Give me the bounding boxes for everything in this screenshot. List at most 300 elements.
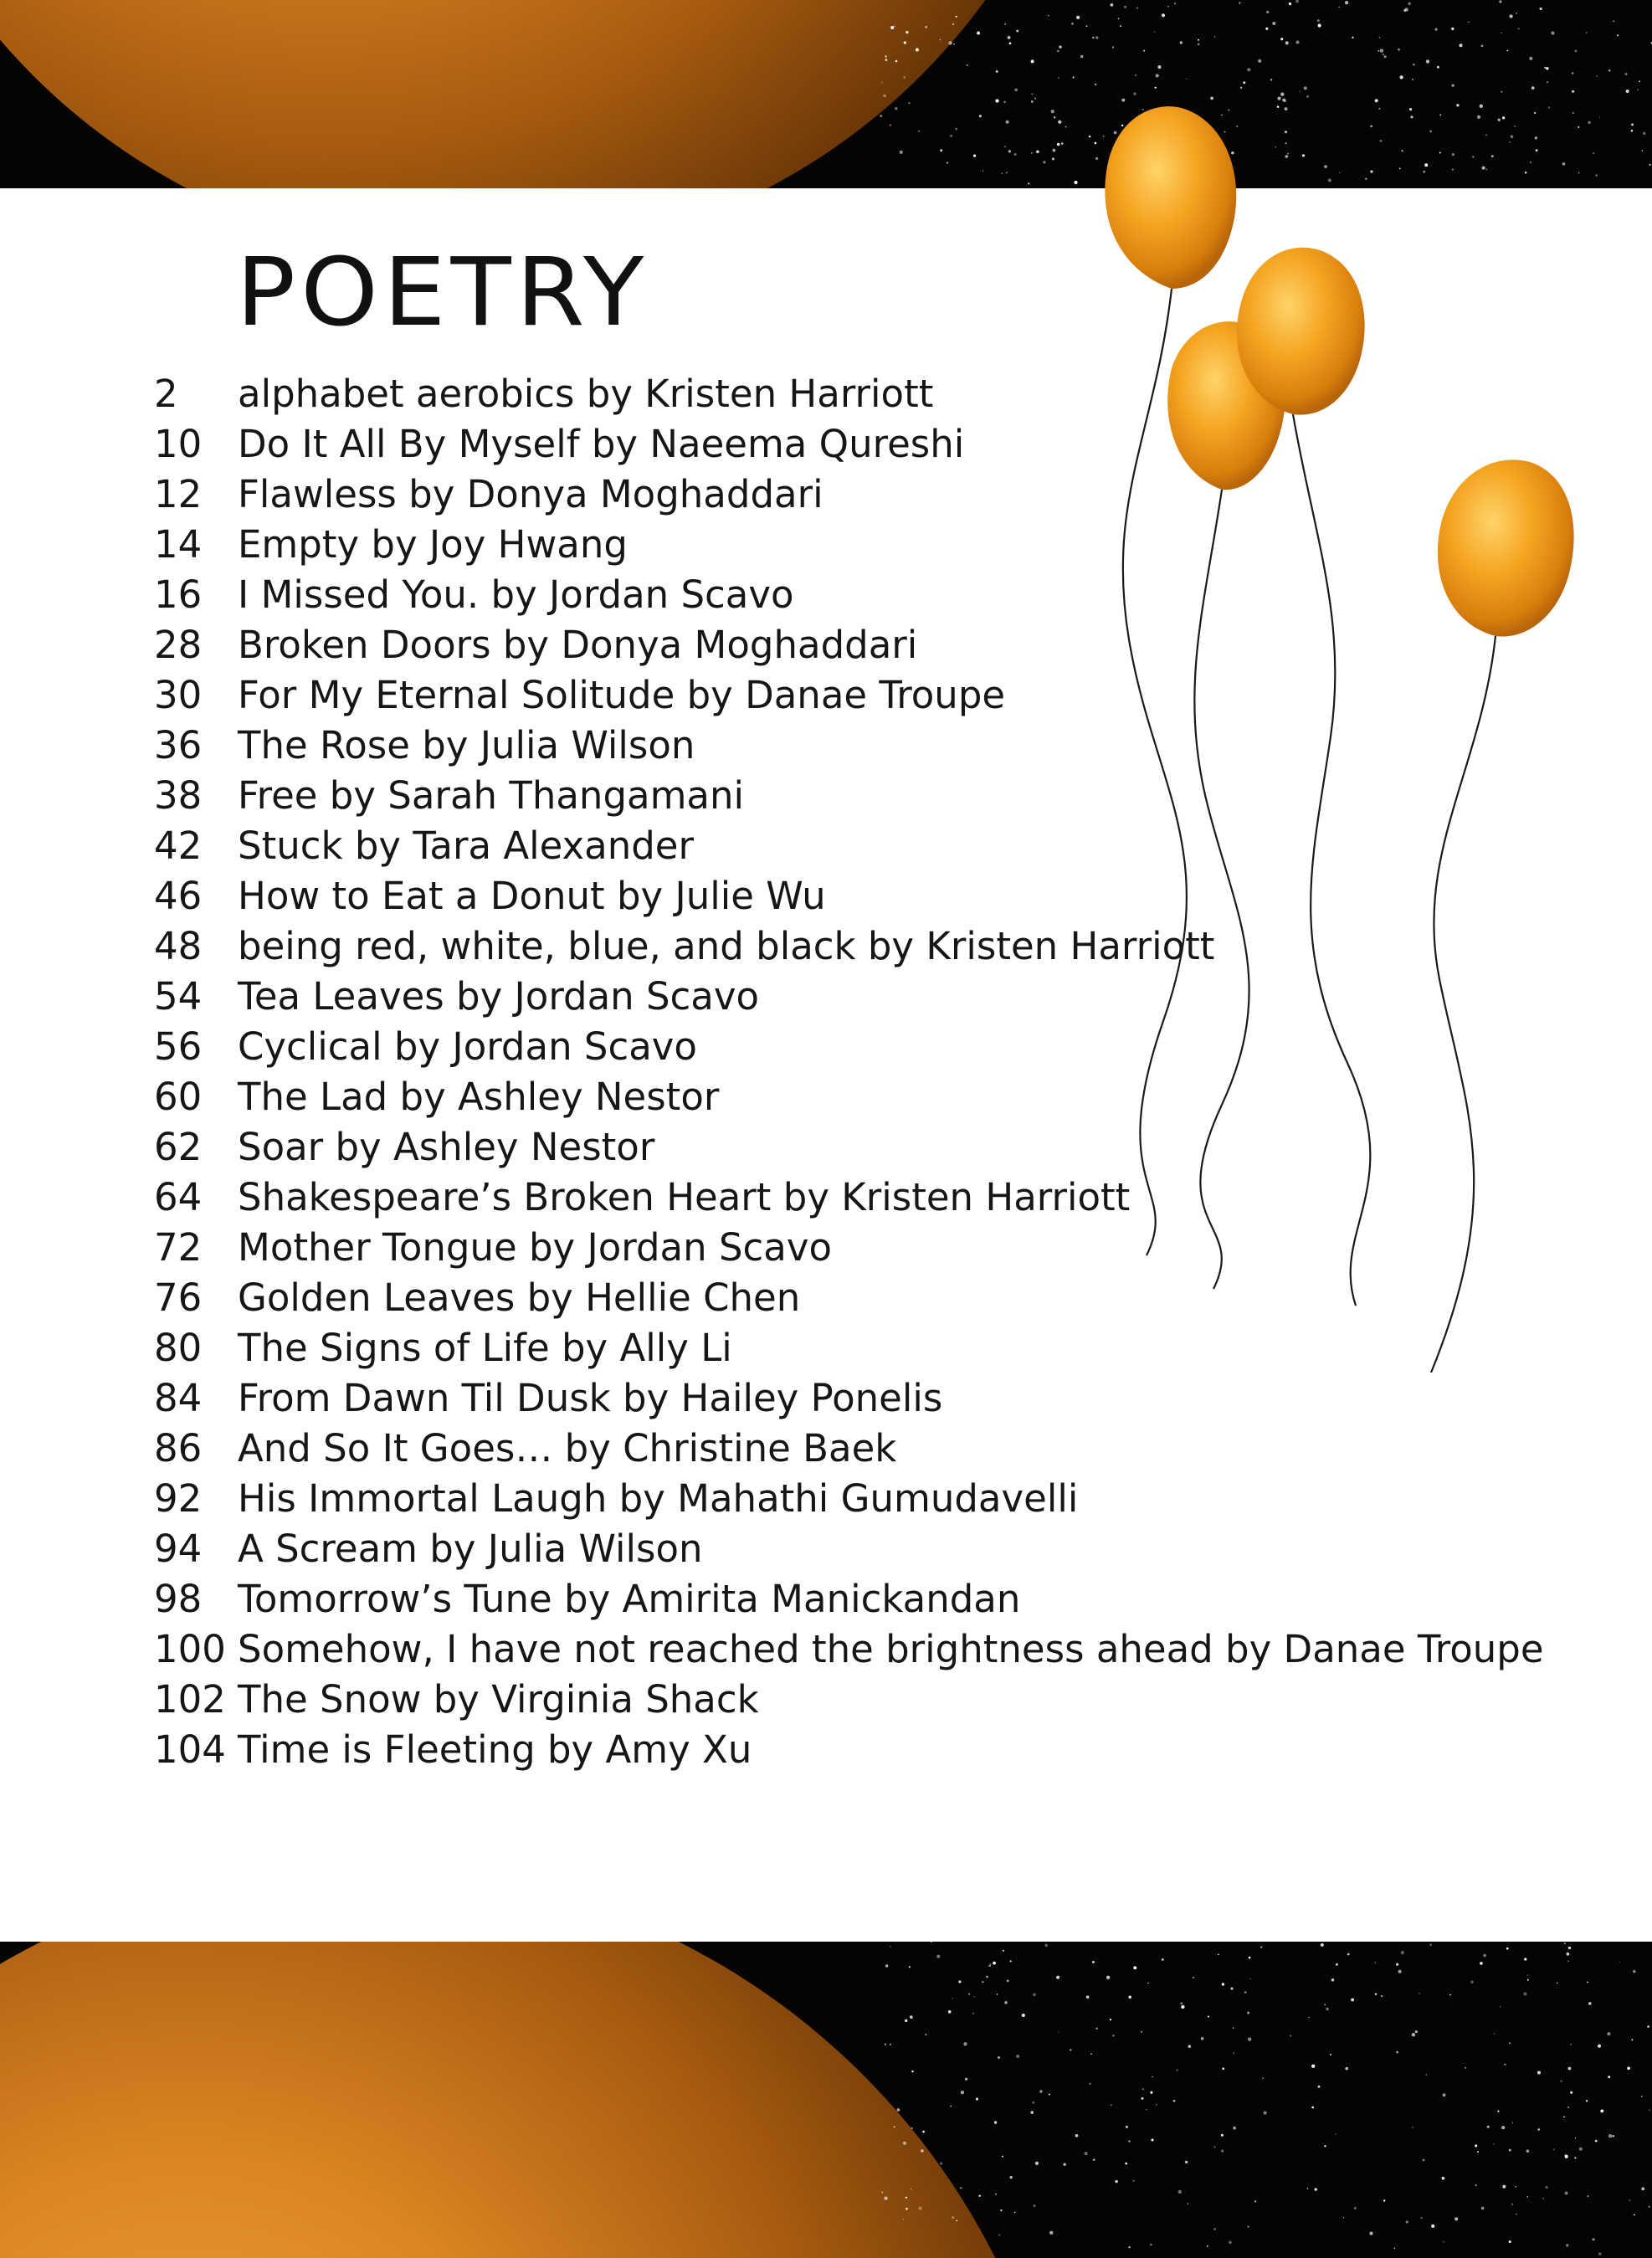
star [997, 1994, 998, 1995]
star [1035, 2162, 1039, 2165]
star [1173, 2100, 1176, 2102]
star [1626, 90, 1629, 93]
star [1154, 32, 1155, 33]
star [1579, 2148, 1583, 2151]
toc-entry [154, 1523, 1544, 1573]
star [1043, 161, 1045, 163]
star [1156, 2104, 1157, 2106]
star [977, 32, 980, 35]
star [1004, 23, 1006, 25]
star [1086, 25, 1088, 27]
star [1586, 32, 1588, 33]
star [1304, 86, 1307, 90]
star [1572, 90, 1574, 93]
star [1002, 2156, 1003, 2158]
star [1597, 75, 1598, 76]
star [1544, 67, 1546, 69]
star [1125, 2163, 1127, 2165]
star [948, 2010, 952, 2014]
star [1016, 30, 1018, 33]
star [1509, 2240, 1511, 2243]
star [890, 1946, 891, 1948]
star [1637, 89, 1639, 90]
star [940, 149, 942, 151]
star [1142, 2088, 1144, 2090]
toc-page-number: 46 [154, 873, 203, 918]
star [1326, 2008, 1329, 2010]
star [1537, 2128, 1540, 2131]
star [1347, 1953, 1350, 1956]
toc-page-number: 86 [154, 1425, 203, 1470]
star [1058, 121, 1061, 124]
star [900, 151, 903, 154]
star [1375, 1993, 1378, 1995]
star [884, 2196, 887, 2199]
star [885, 56, 886, 58]
balloon [1105, 106, 1236, 289]
star [963, 2042, 967, 2045]
toc-page-number: 54 [154, 973, 203, 1019]
star [1426, 2074, 1428, 2076]
star [1221, 2134, 1224, 2137]
star [1641, 2187, 1644, 2190]
star [1052, 157, 1054, 160]
star [988, 1964, 991, 1967]
toc-page-number: 72 [154, 1224, 203, 1270]
star [950, 2106, 952, 2107]
star [952, 2216, 954, 2219]
star [1295, 40, 1299, 44]
star [1617, 34, 1619, 36]
star [1061, 142, 1063, 144]
star [1429, 1943, 1432, 1946]
star [1398, 49, 1400, 51]
star [1006, 172, 1008, 173]
star [1233, 2052, 1234, 2054]
star [982, 1981, 983, 1983]
star [1080, 55, 1083, 58]
star [1058, 2031, 1059, 2032]
star [1280, 38, 1283, 40]
star [1515, 2186, 1516, 2188]
star [950, 135, 952, 137]
star [1207, 2245, 1208, 2247]
star [1449, 1994, 1451, 1996]
toc-entry [154, 1423, 1544, 1473]
starfield [0, 1942, 1652, 2258]
star [1516, 13, 1517, 14]
star [1351, 1999, 1354, 2002]
star [1146, 2109, 1147, 2110]
toc-entry-title: Free by Sarah Thangamani [238, 772, 745, 818]
star [895, 60, 898, 63]
toc-entry-title: And So It Goes… by Christine Baek [238, 1425, 897, 1470]
star [1600, 2109, 1603, 2112]
star [1036, 151, 1039, 154]
star [1031, 152, 1033, 154]
toc-entry-title: Time is Fleeting by Amy Xu [238, 1727, 752, 1772]
star [1575, 50, 1578, 53]
star [948, 41, 952, 44]
toc-page-number: 102 [154, 1676, 226, 1722]
star [1545, 2186, 1547, 2189]
star [1244, 1991, 1247, 1994]
star [1135, 74, 1136, 75]
star [1454, 2217, 1458, 2220]
star [1208, 2016, 1209, 2018]
star [1321, 1943, 1324, 1947]
star [952, 1998, 953, 1999]
star [1052, 149, 1055, 152]
star [1106, 1976, 1110, 1979]
star [1380, 49, 1383, 52]
star [1568, 1947, 1571, 1949]
toc-page-number: 76 [154, 1275, 203, 1320]
star [883, 95, 885, 97]
star [1249, 1957, 1251, 1959]
star [1006, 121, 1009, 124]
star [990, 1963, 991, 1964]
star [1509, 2149, 1511, 2152]
star [1435, 28, 1438, 31]
star [890, 2044, 891, 2045]
star [1451, 84, 1454, 87]
toc-page-number: 60 [154, 1074, 203, 1119]
star [1613, 20, 1614, 22]
star [1426, 59, 1429, 63]
star [1180, 2002, 1183, 2004]
star [939, 39, 941, 41]
star [1567, 2067, 1571, 2071]
star [1500, 2006, 1501, 2007]
star [1331, 1978, 1335, 1982]
toc-entry-title: The Signs of Life by Ally Li [238, 1325, 732, 1370]
star [1124, 6, 1126, 8]
star [1155, 87, 1157, 89]
star [885, 59, 888, 61]
star [1384, 55, 1387, 58]
star [1639, 80, 1640, 82]
star [1049, 2231, 1053, 2235]
star [1187, 78, 1188, 79]
star [1612, 2135, 1614, 2137]
toc-entry-title: Mother Tongue by Jordan Scavo [238, 1224, 833, 1270]
star [903, 76, 906, 79]
star [1352, 37, 1353, 38]
toc-page-number: 56 [154, 1024, 203, 1069]
star [1090, 2053, 1092, 2055]
toc-entry-title: I Missed You. by Jordan Scavo [238, 572, 794, 617]
star [1162, 1958, 1164, 1961]
star [1481, 2207, 1484, 2209]
star [1064, 2163, 1066, 2166]
star [1112, 46, 1114, 48]
star [1181, 2005, 1184, 2009]
star [1248, 2226, 1249, 2228]
star [986, 1976, 988, 1978]
star [1501, 91, 1502, 93]
star [1248, 2037, 1251, 2040]
star [1501, 2126, 1505, 2129]
star [1210, 97, 1213, 100]
balloon-string [1293, 414, 1370, 1306]
star [1598, 2252, 1601, 2255]
star [1059, 45, 1061, 48]
star [953, 44, 955, 45]
star [1133, 2180, 1135, 2182]
star [1003, 101, 1005, 103]
star [1420, 2217, 1422, 2219]
star [1048, 15, 1049, 16]
star [1480, 1962, 1483, 1965]
star [1518, 28, 1520, 29]
toc-page-number: 98 [154, 1576, 203, 1621]
star [1111, 2104, 1112, 2106]
star [998, 2235, 1000, 2236]
star [1506, 1948, 1509, 1950]
star [885, 1964, 888, 1967]
star [919, 2207, 922, 2210]
star [1557, 1983, 1558, 1984]
toc-page-number: 28 [154, 622, 203, 667]
star [1201, 2037, 1204, 2040]
star [1481, 44, 1484, 47]
star [1265, 28, 1268, 30]
star [972, 2013, 974, 2014]
star [1266, 11, 1269, 13]
star [1475, 2184, 1476, 2186]
star [1118, 18, 1120, 19]
toc-entry-title: His Immortal Laugh by Mahathi Gumudavelli [238, 1475, 1079, 1521]
star [956, 2220, 957, 2221]
star [1567, 1961, 1568, 1962]
star [1634, 2214, 1635, 2215]
star [1051, 110, 1054, 113]
toc-entry-title: The Lad by Ashley Nestor [238, 1074, 720, 1119]
star [952, 23, 954, 25]
star [976, 2098, 978, 2101]
star [918, 131, 920, 132]
star [1394, 2248, 1395, 2249]
star [1133, 92, 1136, 95]
star [1187, 2203, 1188, 2204]
star [911, 2127, 913, 2129]
star [1524, 1958, 1526, 1960]
star [1487, 2126, 1490, 2128]
star [995, 2194, 997, 2195]
star [1239, 3, 1240, 4]
star [1338, 7, 1340, 8]
toc-page-number: 94 [154, 1526, 203, 1571]
star [904, 41, 906, 44]
toc-page-number: 14 [154, 521, 203, 567]
star [925, 2034, 926, 2035]
toc-page-number: 48 [154, 923, 203, 968]
star [1501, 33, 1502, 34]
star [1112, 2035, 1114, 2036]
star [1608, 2076, 1610, 2078]
star [1007, 1979, 1009, 1982]
star [1542, 2198, 1543, 2199]
star [1607, 2032, 1610, 2035]
star [1512, 2122, 1513, 2123]
star [968, 1994, 970, 1995]
star [1247, 2012, 1249, 2014]
star [1230, 1988, 1233, 1990]
star [1567, 2107, 1569, 2108]
balloon-string [1194, 490, 1249, 1289]
star [1587, 1981, 1588, 1983]
star [911, 2071, 913, 2072]
star [1566, 2244, 1568, 2246]
star [906, 2197, 907, 2199]
star [1001, 172, 1003, 174]
toc-page-number: 10 [154, 421, 203, 466]
star [1509, 2042, 1511, 2044]
star [1437, 66, 1439, 69]
star [1408, 2, 1411, 5]
star [1475, 2144, 1477, 2147]
star [1095, 36, 1098, 38]
star [1378, 50, 1379, 52]
star [973, 155, 976, 157]
star [1096, 2028, 1098, 2030]
star [1222, 1983, 1224, 1985]
star [1249, 1978, 1250, 1979]
toc-entry-title: being red, white, blue, and black by Kristen Harriott [238, 923, 1215, 968]
star [1299, 90, 1300, 91]
star [890, 26, 894, 29]
star [1143, 49, 1145, 51]
star [998, 2056, 1000, 2059]
star [895, 107, 898, 110]
star [1412, 2033, 1415, 2036]
star [1627, 2066, 1630, 2070]
star [965, 2078, 967, 2081]
star [1044, 1944, 1047, 1947]
balloon [1237, 248, 1365, 415]
toc-page-number: 84 [154, 1375, 203, 1420]
star [921, 2149, 924, 2153]
toc-page-number: 30 [154, 672, 203, 717]
star [1531, 86, 1535, 90]
toc-page-number: 36 [154, 722, 203, 767]
star [1330, 2054, 1331, 2055]
toc-entry-title: The Rose by Julia Wilson [238, 722, 695, 767]
toc-entry-title: How to Eat a Donut by Julie Wu [238, 873, 826, 918]
star [1270, 79, 1272, 80]
star [1396, 1963, 1398, 1966]
star [1016, 2055, 1019, 2058]
star [1586, 2100, 1588, 2101]
star [1070, 2049, 1072, 2051]
star [1527, 1979, 1529, 1981]
star [956, 128, 957, 130]
star [1641, 2096, 1643, 2097]
star [1229, 2241, 1231, 2244]
star [1379, 37, 1381, 38]
star [1527, 1975, 1528, 1976]
star [1157, 65, 1161, 69]
star [961, 2091, 964, 2094]
star [1509, 14, 1512, 18]
star [1142, 2097, 1144, 2100]
star [894, 2127, 895, 2128]
toc-page-number: 104 [154, 1727, 226, 1772]
star [936, 1955, 940, 1958]
star [1167, 6, 1168, 7]
star [958, 1980, 961, 1983]
toc-page-number: 62 [154, 1124, 203, 1169]
star [1497, 2111, 1499, 2112]
star [1110, 3, 1113, 7]
star [996, 70, 998, 73]
star [979, 115, 982, 117]
star [1272, 22, 1275, 25]
toc-entry [154, 1473, 1544, 1523]
toc-entry [154, 1573, 1544, 1624]
star [881, 2192, 883, 2194]
star [1193, 1977, 1194, 1978]
star [956, 16, 957, 18]
star [1295, 0, 1299, 3]
star [1014, 2212, 1015, 2213]
star [1074, 181, 1077, 184]
star [1504, 2064, 1506, 2066]
toc-entry-title: Golden Leaves by Hellie Chen [238, 1275, 801, 1320]
star [1057, 143, 1060, 146]
star [1177, 2069, 1178, 2071]
star [1317, 19, 1320, 22]
star [1031, 59, 1034, 63]
toc-page-number: 12 [154, 471, 203, 516]
star [894, 25, 895, 27]
star [1311, 2065, 1315, 2068]
star [1406, 2220, 1408, 2223]
toc-page-number: 2 [154, 371, 178, 416]
star [909, 1966, 911, 1968]
star [1547, 81, 1548, 83]
star [1465, 2067, 1466, 2069]
star [1608, 2134, 1612, 2137]
toc-entry-title: Tea Leaves by Jordan Scavo [238, 973, 760, 1019]
star [1034, 2204, 1036, 2207]
star [1150, 2091, 1152, 2094]
star [1030, 2111, 1034, 2114]
toc-entry-title: Tomorrow’s Tune by Amirita Manickandan [238, 1576, 1021, 1621]
star [1443, 2241, 1444, 2242]
star [1483, 1954, 1485, 1957]
star [908, 102, 910, 104]
star [1180, 41, 1183, 44]
balloon [1438, 459, 1574, 636]
toc-page-number: 80 [154, 1325, 203, 1370]
star [1398, 1970, 1402, 1973]
star [1150, 2244, 1152, 2246]
star [1451, 28, 1454, 30]
star [1631, 2039, 1633, 2040]
star [1014, 153, 1017, 156]
toc-entry-title: Soar by Ashley Nestor [238, 1124, 655, 1169]
star [1460, 44, 1463, 47]
star [1336, 1963, 1338, 1966]
star [1247, 68, 1250, 71]
star [1214, 2146, 1216, 2148]
star [916, 48, 919, 51]
star [1221, 2150, 1224, 2153]
star [1546, 67, 1548, 69]
star [1499, 0, 1501, 3]
